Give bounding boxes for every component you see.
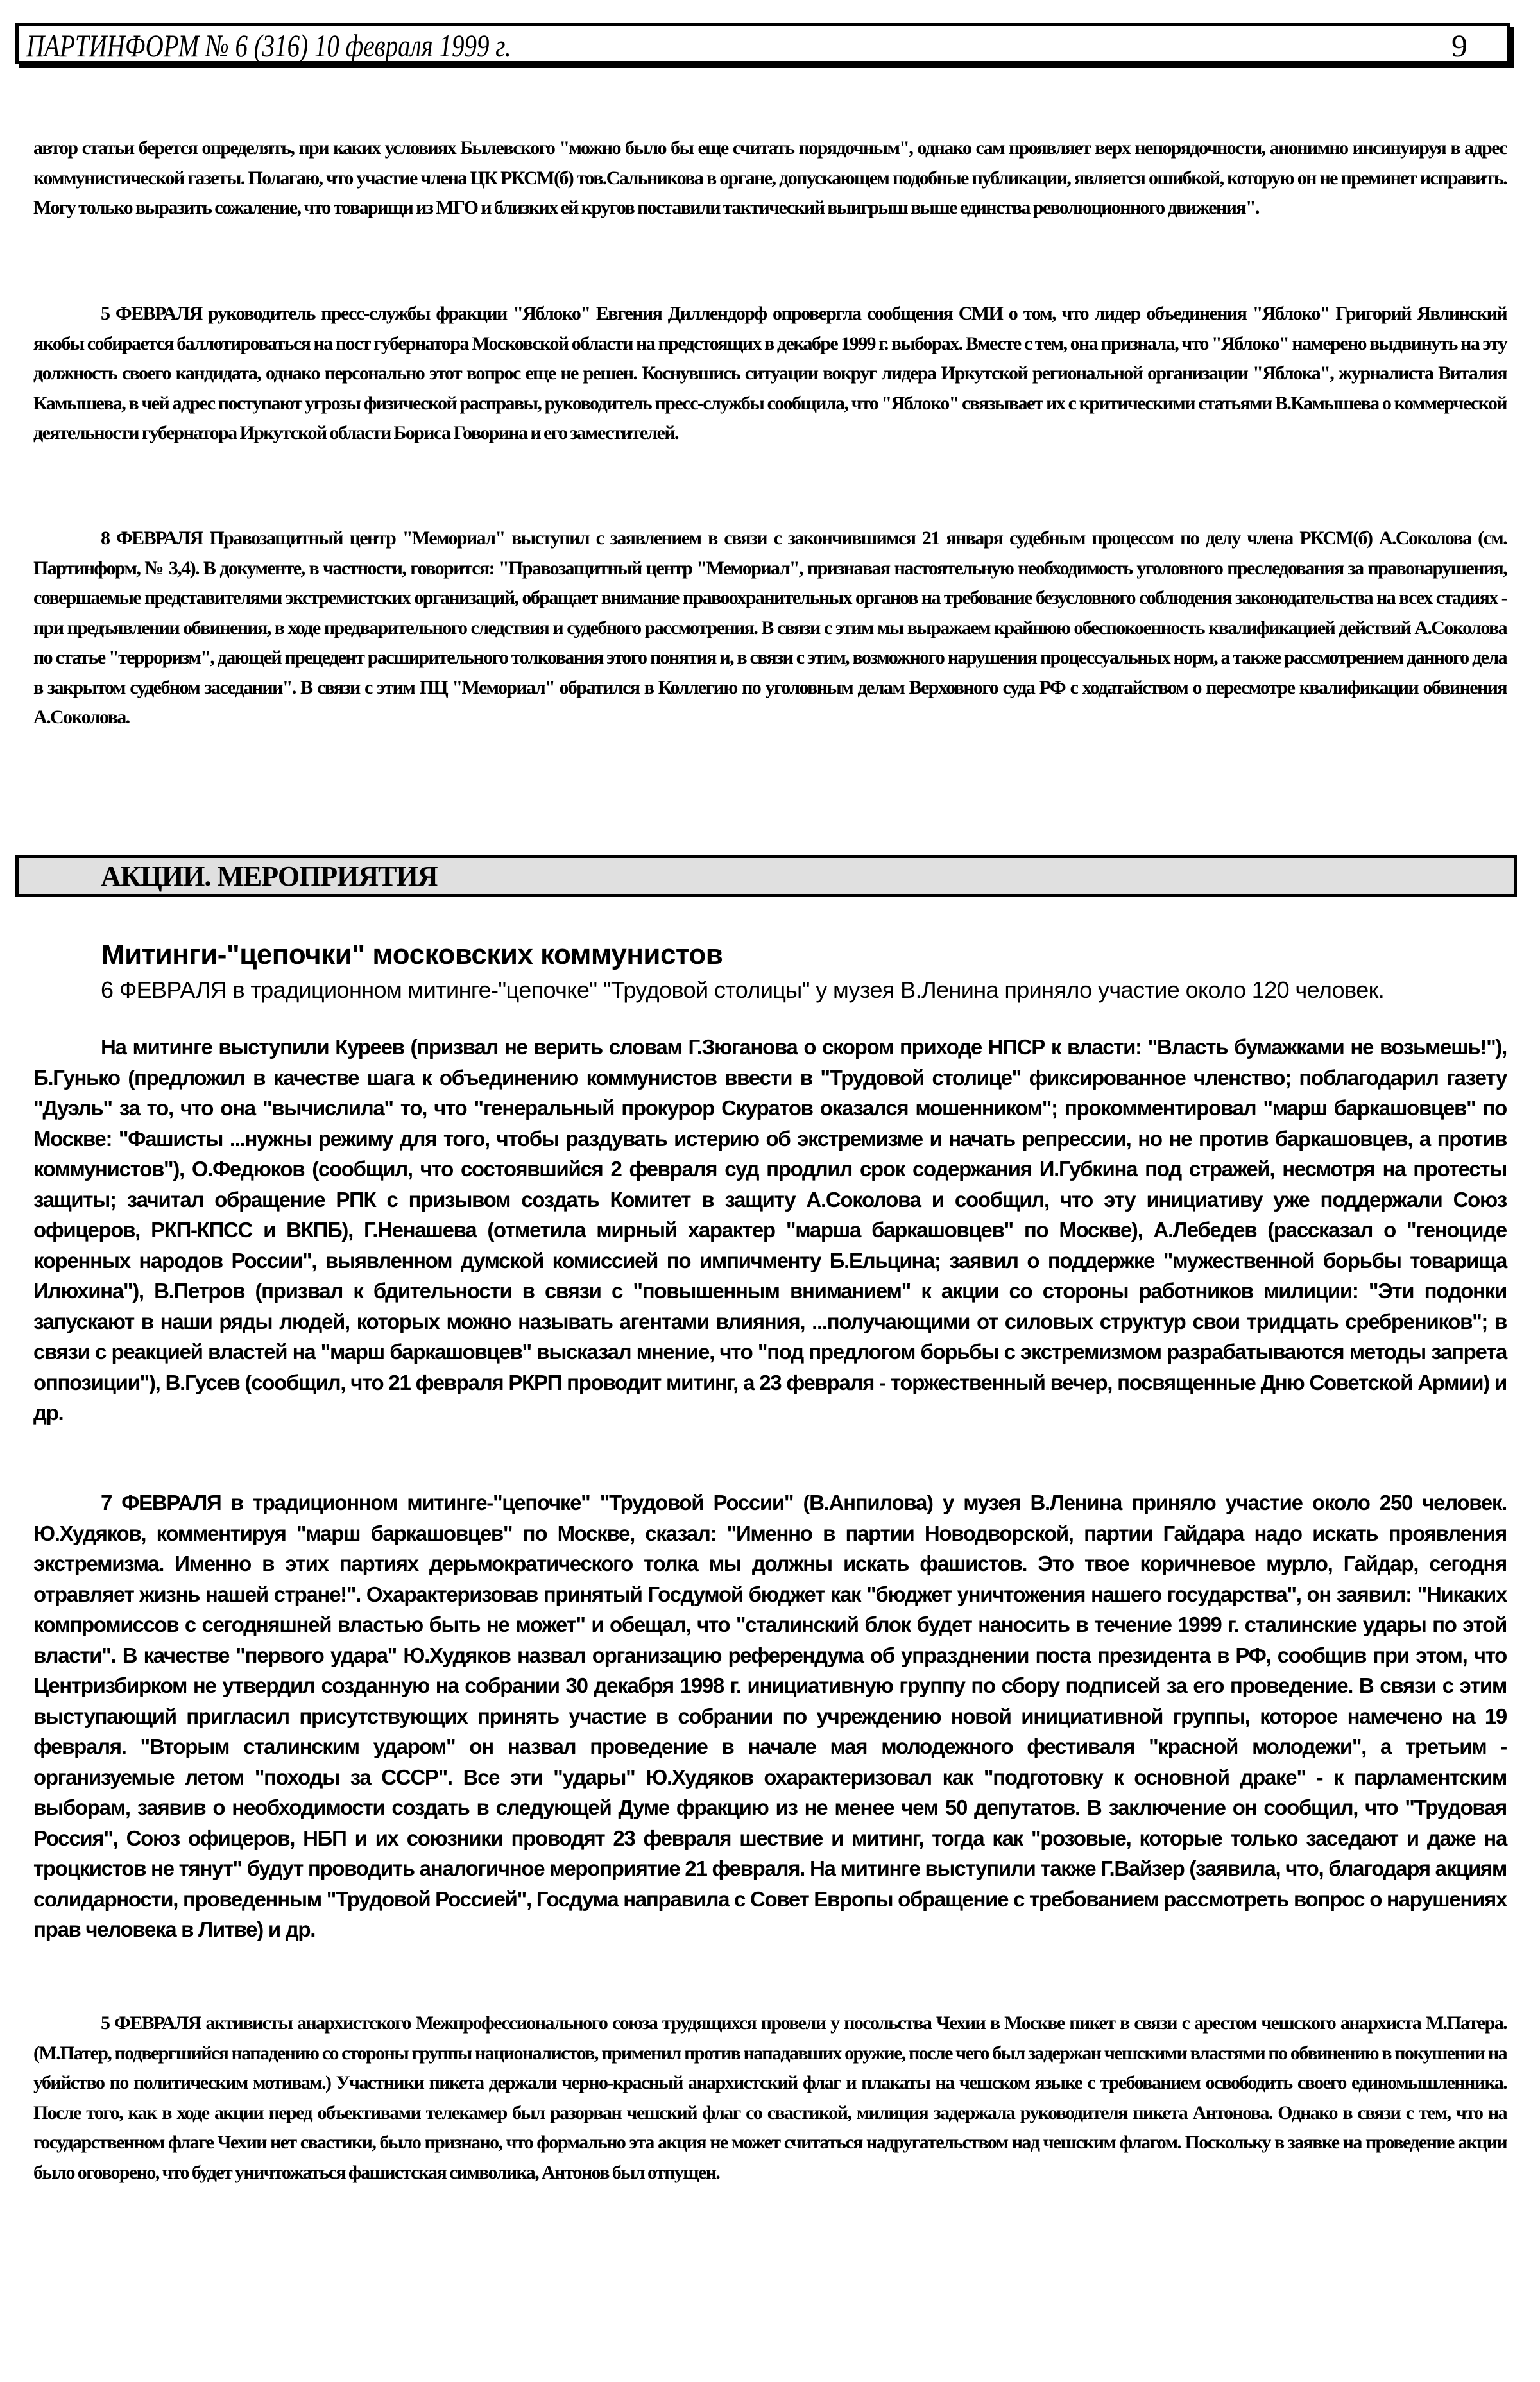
article-paragraph-feb7: 7 ФЕВРАЛЯ в традиционном митинге-"цепочке" "Трудовой России" (В.Анпилова) у музея В.Ленина приняло участие около 250 человек. Ю.Худяков, комментируя "марш баркашовцев" по Москве, сказал: "Именно в партии Новодворской, партии Гайдара надо искать проявления экстремизма. Именно в этих партиях дерьмократического толка мы должны искать фашистов. Это твое коричневое мурло, Гайдар, сегодня отравляет жизнь нашей стране!". Охарактеризовав принятый Госдумой бюджет как "бюджет уничтожения нашего государства", он заявил: "Никаких компромиссов с сегодняшней властью быть не может" и обещал, что "сталинский блок будет наносить в течение 1999 г. сталинские удары по этой власти". В качестве "первого удара" Ю.Худяков назвал организацию референдума об упразднении поста президента в РФ, сообщив при этом, что Центризбирком не утвердил созданную на собрании 30 декабря 1998 г. инициативную группу по сбору подписей за его проведение. В связи с этим выступающий пригласил присутствующих принять участие в собрании по учреждению новой инициативной группы, которое намечено на 19 февраля. "Вторым сталинским ударом" он назвал проведение в начале мая молодежного фестиваля "красной молодежи", а третьим - организуемые летом "походы за СССР". Все эти "удары" Ю.Худяков охарактеризовал как "подготовку к основной драке" - к парламентским выборам, заявив о необходимости создать в следующей Думе фракцию из не менее чем 50 депутатов. В заключение он сообщил, что "Трудовая Россия", Союз офицеров, НБП и их союзники проводят 23 февраля шествие и митинг, тогда как "розовые, которые только заседают и даже на троцкистов не тянут" будут проводить аналогичное мероприятие 21 февраля. На митинге выступили также Г.Вайзер (заявила, что, благодаря акциям солидарности, проведенным "Трудовой Россией", Госдума направила с Совет Европы обращение с требованием рассмотреть вопрос о нарушениях прав человека в Литве) и др. — [33, 1491, 1507, 1941]
paragraph-yabloko: 5 ФЕВРАЛЯ руководитель пресс-службы фракции "Яблоко" Евгения Диллендорф опровергла сообщения СМИ о том, что лидер объединения "Яблоко" Григорий Явлинский якобы собирается баллотироваться на пост губернатора Московской области на предстоящих в декабре 1999 г. выборах. Вместе с тем, она признала, что "Яблоко" намерено выдвинуть на эту должность своего кандидата, однако персонально этот вопрос еще не решен. Коснувшись ситуации вокруг лидера Иркутской региональной организации "Яблока", журналиста Виталия Камышева, в чей адрес поступают угрозы физической расправы, руководитель пресс-службы сообщила, что "Яблоко" связывает их с критическими статьями В.Камышева о коммерческой деятельности губернатора Иркутской области Бориса Говорина и его заместителей. — [33, 303, 1507, 443]
publication-title: ПАРТИНФОРМ № 6 (316) 10 февраля 1999 г. — [26, 28, 511, 64]
page-header — [15, 23, 1510, 64]
paragraph-anarchists: 5 ФЕВРАЛЯ активисты анархистского Межпрофессионального союза трудящихся провели у посольства Чехии в Москве пикет в связи с арестом чешского анархиста М.Патера. (М.Патер, подвергшийся нападению со стороны группы националистов, применил против нападавших оружие, после чего был задержан чешскими властями по обвинению в покушении на убийство по политическим мотивам.) Участники пикета держали черно-красный анархистский флаг и плакаты на чешском языке с требованием освободить своего единомышленника. После того, как в ходе акции перед объективами телекамер был разорван чешский флаг со свастикой, милиция задержала руководителя пикета Антонова. Однако в связи с тем, что на государственном флаге Чехии нет свастики, было признано, что формально эта акция не может считаться надругательством над чешским флагом. Поскольку в заявке на проведение акции было оговорено, что будет уничтожаться фашистская символика, Антонов был отпущен. — [33, 2012, 1507, 2183]
paragraph-memorial: 8 ФЕВРАЛЯ Правозащитный центр "Мемориал" выступил с заявлением в связи с закончившимся 21 января судебным процессом по делу члена РКСМ(б) А.Соколова (см. Партинформ, № 3,4). В документе, в частности, говорится: "Правозащитный центр "Мемориал", признавая настоятельную необходимость уголовного преследования за правонарушения, совершаемые представителями экстремистских организаций, обращает внимание правоохранительных органов на требование безусловного соблюдения законодательства на всех стадиях - при предъявлении обвинения, в ходе предварительного следствия и судебного рассмотрения. В связи с этим мы выражаем крайнюю обеспокоенность квалификацией действий А.Соколова по статье "терроризм", дающей прецедент расширительного толкования этого понятия и, в связи с этим, возможного нарушения процессуальных норм, а также рассмотрением данного дела в закрытом судебном заседании". В связи с этим ПЦ "Мемориал" обратился в Коллегию по уголовным делам Верховного суда РФ с ходатайством о пересмотре квалификации обвинения А.Соколова. — [33, 527, 1507, 728]
section-heading: АКЦИИ. МЕРОПРИЯТИЯ — [101, 861, 438, 892]
article-headline: Митинги-"цепочки" московских коммунистов — [101, 939, 723, 970]
paragraph-continuation: автор статьи берется определять, при каких условиях Былевского "можно было бы еще считать порядочным", однако сам проявляет верх непорядочности, анонимно инсинуируя в адрес коммунистической газеты. Полагаю, что участие члена ЦК РКСМ(б) тов.Сальникова в органе, допускающем подобные публикации, является ошибкой, которую он не преминет исправить. Могу только выразить сожаление, что товарищи из МГО и близких ей кругов поставили тактический выигрыш выше единства революционного движения". — [33, 137, 1507, 218]
article-paragraph-speakers: На митинге выступили Куреев (призвал не верить словам Г.Зюганова о скором приходе НПСР к власти: "Власть бумажками не возьмешь!"), Б.Гунько (предложил в качестве шага к объединению коммунистов ввести в "Трудовой столице" фиксированное членство; поблагодарил газету "Дуэль" за то, что она "вычислила" то, что "генеральный прокурор Скуратов оказался мошенником"; прокомментировал "марш баркашовцев" по Москве: "Фашисты ...нужны режиму для того, чтобы раздувать истерию об экстремизме и начать репрессии, но не против баркашовцев, а против коммунистов"), О.Федюков (сообщил, что состоявшийся 2 февраля суд продлил срок содержания И.Губкина под стражей, несмотря на протесты защиты; зачитал обращение РПК с призывом создать Комитет в защиту А.Соколова и сообщил, что эту инициативу уже поддержали Союз офицеров, РКП-КПСС и ВКПБ), Г.Ненашева (отметила мирный характер "марша баркашовцев" по Москве), А.Лебедев (рассказал о "геноциде коренных народов России", выявленном думской комиссией по импичменту Б.Ельцина; заявил о поддержке "мужественной борьбы товарища Илюхина"), В.Петров (призвал к бдительности в связи с "повышенным вниманием" к акции со стороны работников милиции: "Эти подонки запускают в наши ряды людей, которых можно называть агентами влияния, ...получающими от силовых структур свои тридцать сребреников"; в связи с реакцией властей на "марш баркашовцев" высказал мнение, что "под предлогом борьбы с экстремизмом разрабатываются методы запрета оппозиции"), В.Гусев (сообщил, что 21 февраля РКРП проводит митинг, а 23 февраля - торжественный вечер, посвященные Дню Советской Армии) и др. — [33, 1035, 1507, 1425]
page-number: 9 — [1451, 28, 1467, 64]
section-heading-bar — [15, 855, 1517, 897]
article-lead: 6 ФЕВРАЛЯ в традиционном митинге-"цепочке" "Трудовой столицы" у музея В.Ленина приняло участие около 120 человек. — [101, 977, 1385, 1003]
